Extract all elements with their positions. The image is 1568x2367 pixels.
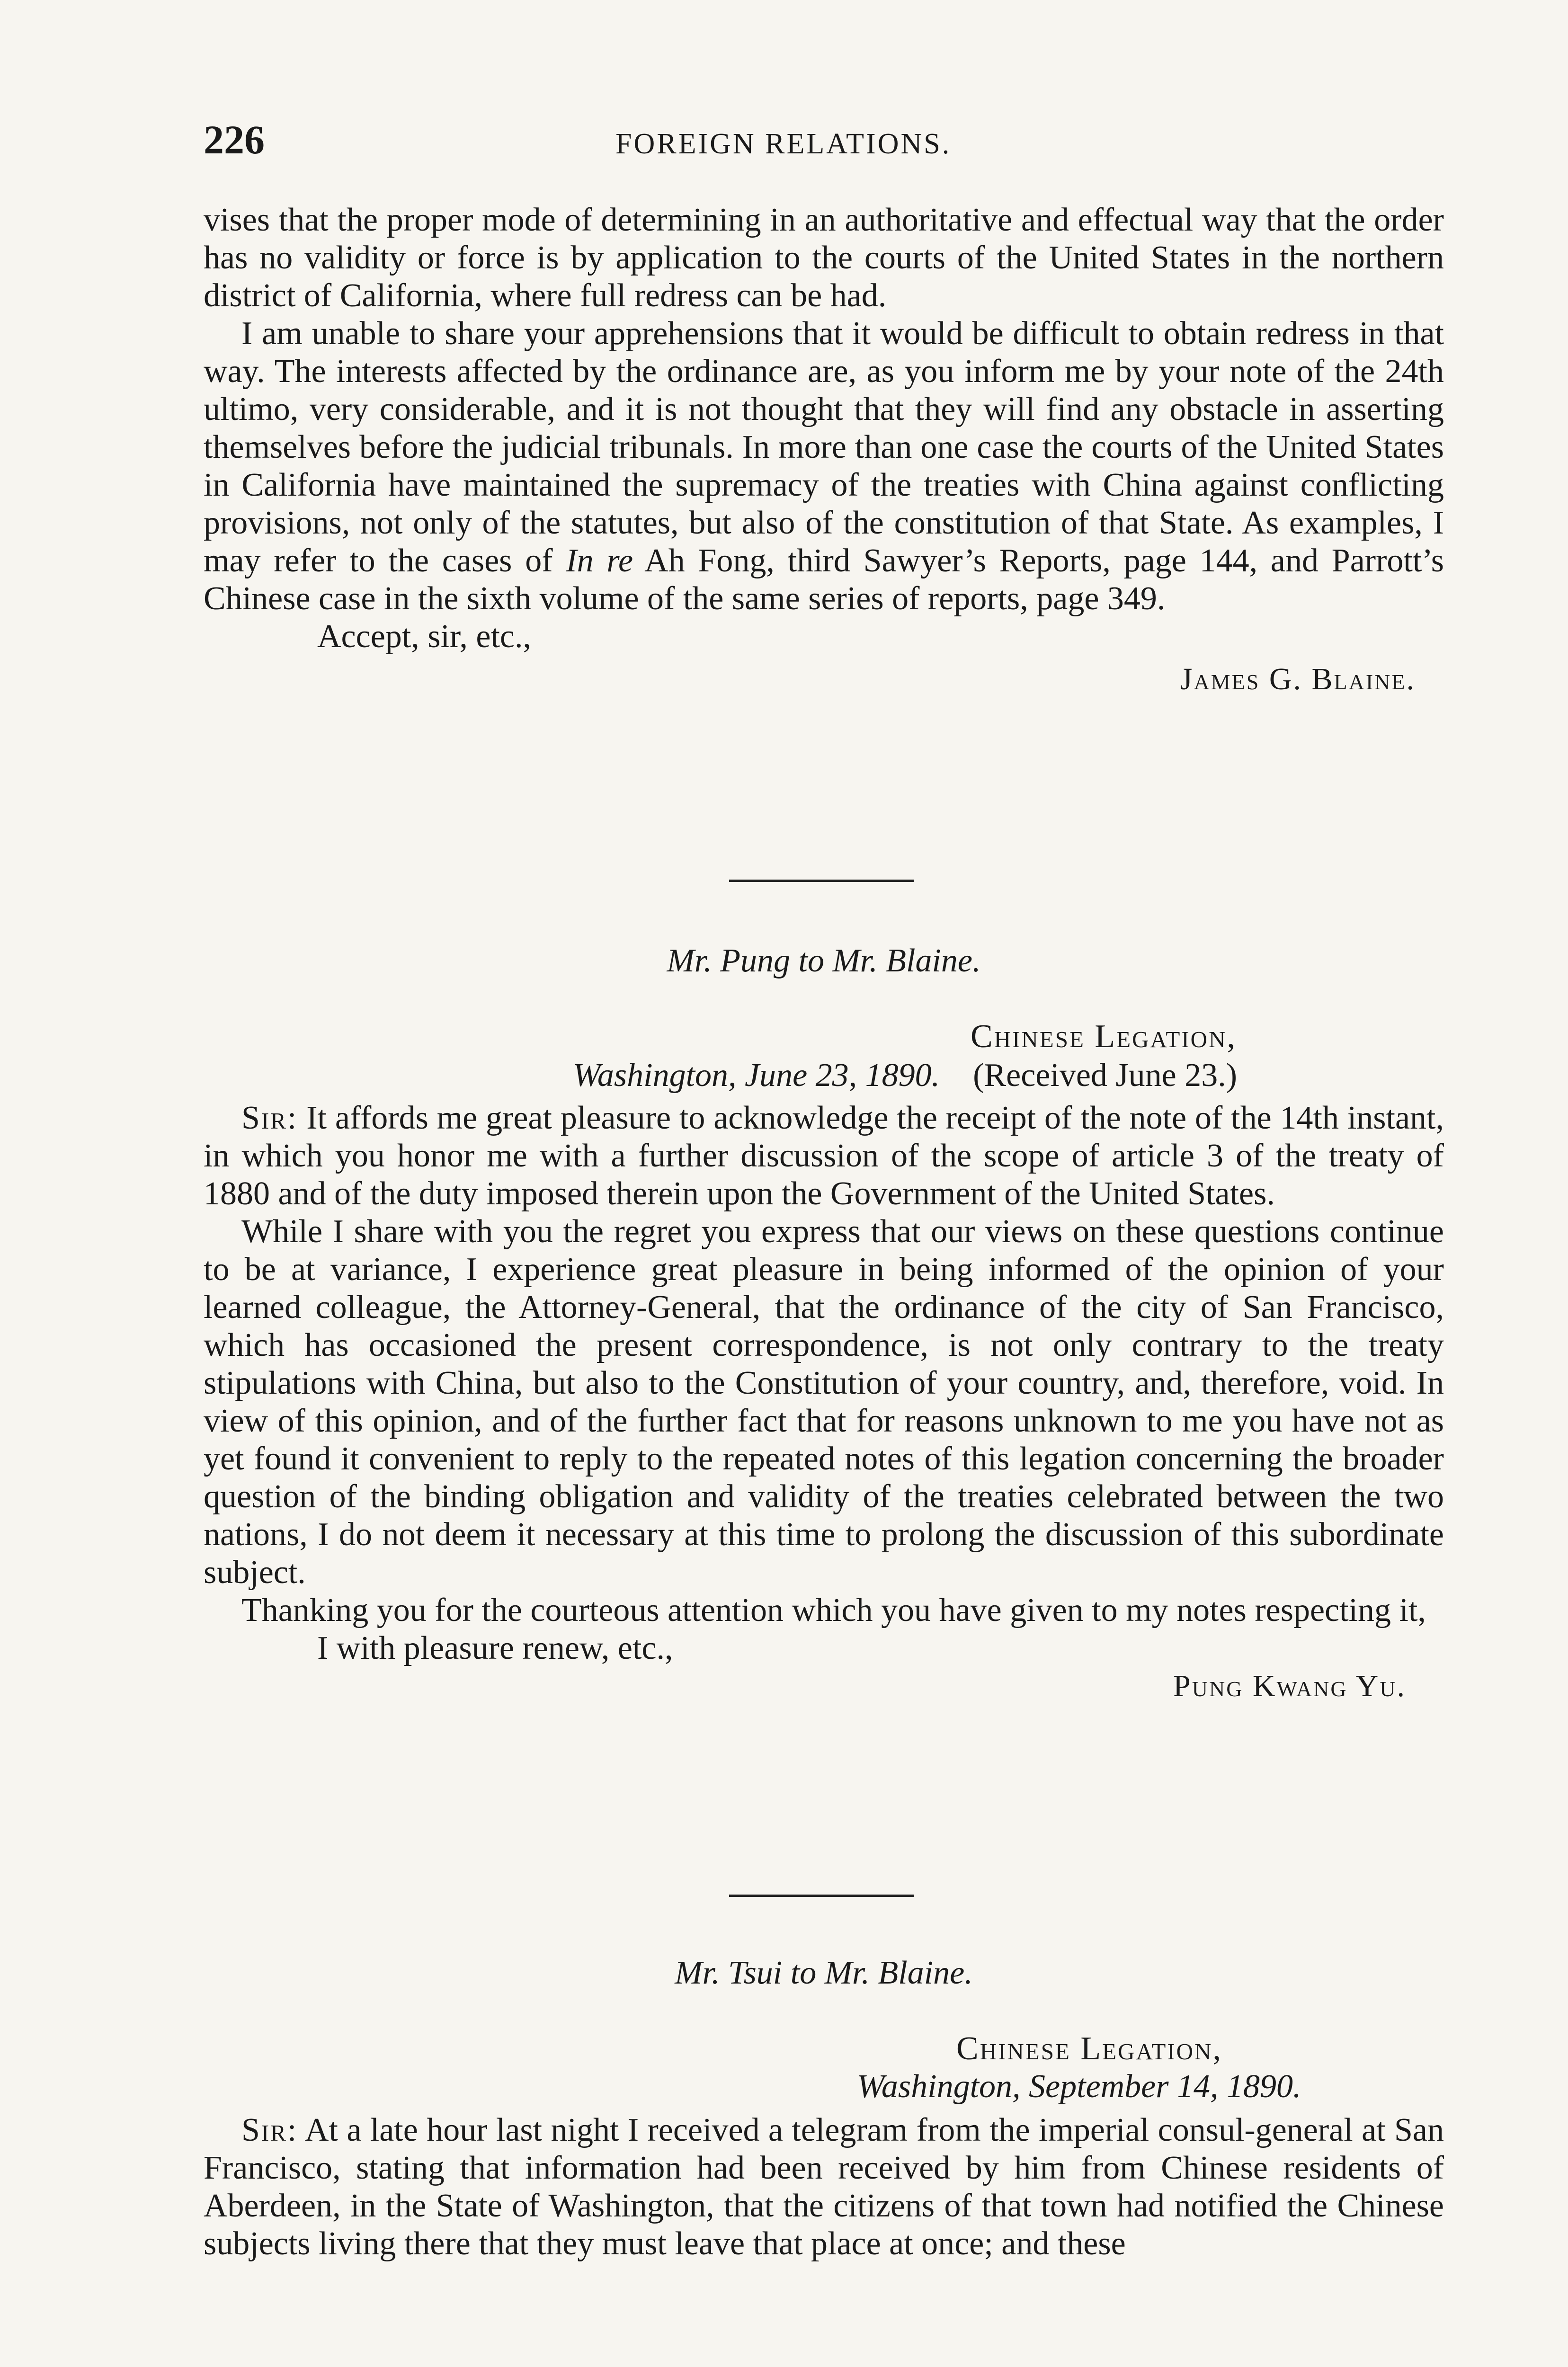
letter2-dateline: Washington, June 23, 1890. (Received June 23.) — [573, 1057, 1238, 1094]
running-head: FOREIGN RELATIONS. — [615, 128, 952, 160]
case-name-italic: In re — [566, 543, 633, 579]
letter2-paragraph-3: Thanking you for the courteous attention which you have given to my notes respecting it, — [241, 1592, 1426, 1628]
letter2-organization: Chinese Legation, — [971, 1018, 1237, 1055]
letter1-closing: Accept, sir, etc., — [317, 618, 531, 655]
letter-pung-body — [204, 1099, 1444, 1705]
letter2-paragraph-1: Sir: It affords me great pleasure to acknowledge the receipt of the note of the 14th instant, in which you honor me with a further discussion of the scope of article 3 of the treaty of 1880 and of the duty imposed therein upon the Government of the United States. — [204, 1100, 1444, 1212]
salutation: Sir: — [241, 1100, 298, 1136]
letter1-paragraph-1: vises that the proper mode of determining in an authoritative and effectual way that the order has no validity or force is by application to the courts of the United States in the northern district of California, where full redress can be had. — [204, 202, 1444, 314]
letter2-paragraph-2: While I share with you the regret you express that our views on these questions continue to be at variance, I experience great pleasure in being informed of the opinion of your learned colleague, the Attorney-General, that the ordinance of the city of San Francisco, which has occasioned the present correspondence, is not only contrary to the treaty stipulations with China, but also to the Constitution of your country, and, therefore, void. In view of this opinion, and of the further fact that for reasons unknown to me you have not as yet found it convenient to reply to the repeated notes of this legation concerning the broader question of the binding obligation and validity of the treaties celebrated between the two nations, I do not deem it necessary at this time to prolong the discussion of this subordinate subject. — [204, 1213, 1444, 1591]
letter3-paragraph-1: Sir: At a late hour last night I received a telegram from the imperial consul-general at San Francisco, stating that information had been received by him from Chinese residents of Aberdeen, in the State of Washington, that the citizens of that town had notified the Chinese subjects living there that they must leave that place at once; and these — [204, 2112, 1444, 2262]
letter2-closing: I with pleasure renew, etc., — [317, 1630, 673, 1666]
letter1-signature: James G. Blaine. — [1180, 662, 1416, 696]
letter-blaine-continuation — [204, 201, 1444, 698]
letter3-organization: Chinese Legation, — [956, 2030, 1222, 2067]
section-divider-2 — [729, 1895, 914, 1897]
page-number: 226 — [204, 117, 265, 162]
letter3-dateline: Washington, September 14, 1890. — [857, 2068, 1301, 2105]
letter2-heading: Mr. Pung to Mr. Blaine. — [667, 943, 981, 979]
letter3-heading: Mr. Tsui to Mr. Blaine. — [675, 1955, 973, 1991]
section-divider-1 — [729, 880, 914, 882]
salutation: Sir: — [241, 2112, 298, 2148]
letter1-paragraph-2: I am unable to share your apprehensions that it would be difficult to obtain redress in that way. The interests affected by the ordinance are, as you inform me by your note of the 24th ultimo, very considerable, and it is not thought that they will find any obstacle in asserting themselves before the judicial tribunals. In more than one case the courts of the United States in California have maintained the supremacy of the treaties with China against conflicting provisions, not only of the statutes, but also of the constitution of that State. As examples, I may refer to the cases of In re Ah Fong, third Sawyer’s Reports, page 144, and Parrott’s Chinese case in the sixth volume of the same series of reports, page 349. — [204, 315, 1444, 617]
page-header — [204, 116, 1444, 168]
letter2-signature: Pung Kwang Yu. — [1173, 1669, 1406, 1703]
letter-tsui-body — [204, 2111, 1444, 2263]
